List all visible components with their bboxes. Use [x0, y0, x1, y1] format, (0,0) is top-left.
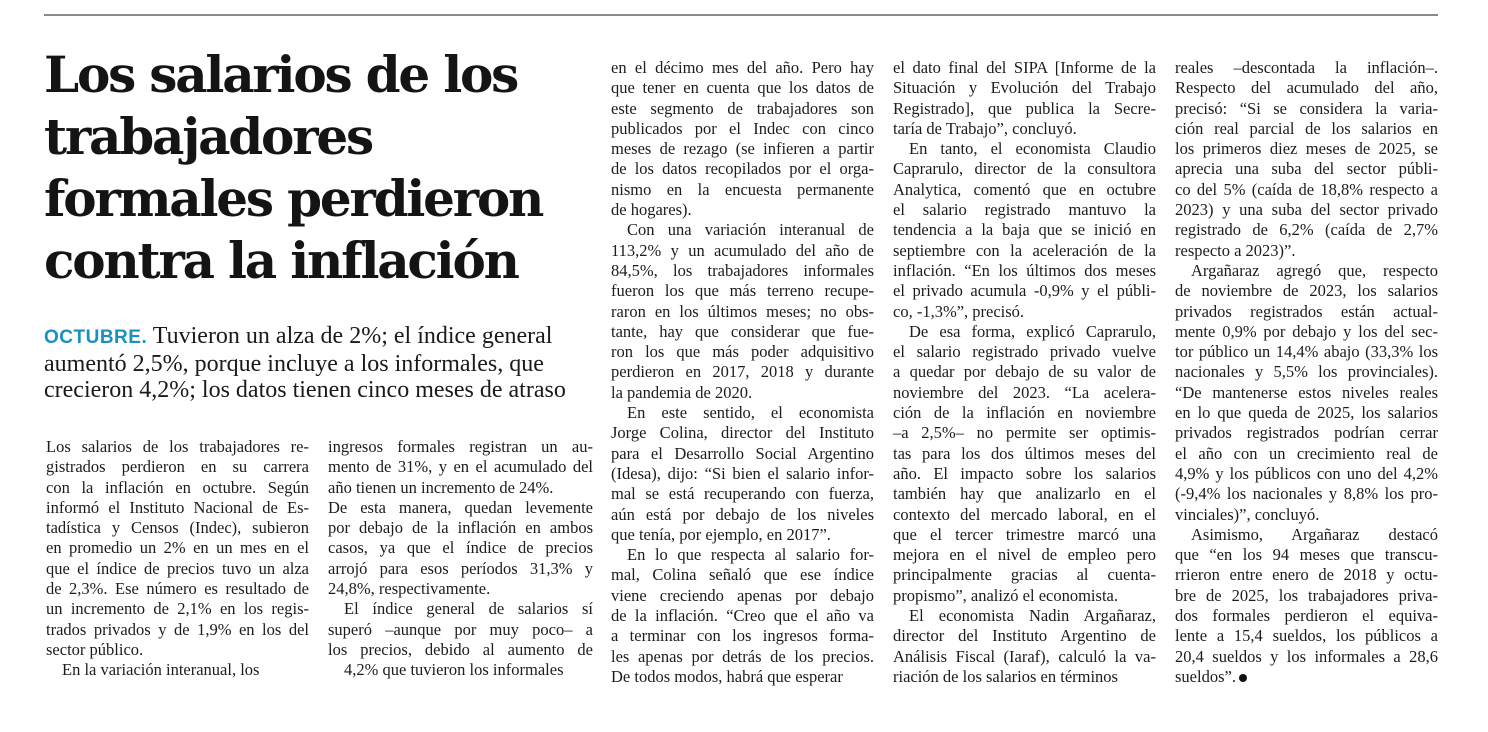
article-line: privados registrados podrían cerrar [1175, 423, 1438, 443]
article-column-4 [893, 58, 1156, 687]
article-column-1 [46, 437, 309, 681]
article-line: “De mantenerse estos niveles reales [1175, 382, 1438, 402]
article-line: nismo en la encuesta permanente [611, 179, 874, 199]
article-line: precisó: “Si se considera la varia- [1175, 98, 1438, 118]
article-line: taría de Trabajo”, concluyó. [893, 118, 1077, 138]
end-of-article-mark [1239, 674, 1247, 682]
top-rule [44, 14, 1438, 16]
article-line: De esta manera, quedan levemente [328, 497, 593, 517]
article-line: registrado de 6,2% (caída de 2,7% [1175, 220, 1438, 240]
article-line: el salario registrado mantuvo la [893, 200, 1156, 220]
article-line: mente 0,9% por debajo y los del sec- [1175, 321, 1438, 341]
article-line: de 2,3%. Ese número es resultado de [46, 579, 309, 599]
article-line: mal, Colina señaló que ese índice [611, 565, 874, 585]
article-line: De esa forma, explicó Caprarulo, [909, 321, 1156, 341]
article-line: a quedar por debajo de su valor de [893, 362, 1156, 382]
article-line: 4,9% y los públicos con uno del 4,2% [1175, 463, 1438, 483]
article-line: a terminar con los ingresos forma- [611, 626, 874, 646]
article-line: también hay que analizarlo en el [893, 484, 1156, 504]
article-line: noviembre del 2023. “La acelera- [893, 382, 1156, 402]
article-line: 24,8%, respectivamente. [328, 579, 491, 599]
article-line: co del 5% (caída de 18,8% respecto a [1175, 179, 1438, 199]
article-line: mal se está recuperando con fuerza, [611, 484, 874, 504]
headline-line: Los salarios de los [44, 45, 518, 104]
article-line: 84,5%, los trabajadores informales [611, 260, 874, 280]
article-line: De todos modos, habrá que esperar [611, 666, 843, 686]
article-line: dos formales perdieron el equiva- [1175, 606, 1438, 626]
article-line: 113,2% y un acumulado del año de [611, 240, 874, 260]
article-line: la pandemia de 2020. [611, 382, 753, 402]
article-line: tendencia a la baja que se inició en [893, 220, 1156, 240]
kicker-label: OCTUBRE. [44, 327, 148, 348]
article-line: sector público. [46, 639, 144, 659]
article-line: año. El impacto sobre los salarios [893, 463, 1156, 483]
article-line: Argañaraz agregó que, respecto [1191, 260, 1438, 280]
article-line: gistrados perdieron en su carrera [46, 457, 309, 477]
article-line: En tanto, el economista Claudio [909, 139, 1156, 159]
article-line: viene creciendo apenas por debajo [611, 585, 874, 605]
article-line: septiembre con la aceleración de la [893, 240, 1156, 260]
article-line: publicados por el Indec con cinco [611, 118, 874, 138]
article-line: rrieron entre enero de 2018 y octu- [1175, 565, 1438, 585]
article-line: Caprarulo, director de la consultora [893, 159, 1156, 179]
article-line: aún está por debajo de los niveles [611, 504, 874, 524]
article-line: El economista Nadin Argañaraz, [909, 606, 1156, 626]
article-line: tante, hay que considerar que fue- [611, 321, 874, 341]
article-line: nacionales y 5,5% los provinciales). [1175, 362, 1438, 382]
article-line: co, -1,3%”, precisó. [893, 301, 1025, 321]
article-line: de la inflación. “Creo que el año va [611, 606, 874, 626]
article-line: que el índice de precios tuvo un alza [46, 558, 309, 578]
article-line: En este sentido, el economista [627, 403, 874, 423]
article-line: el año con un crecimiento real de [1175, 443, 1438, 463]
article-line: sueldos”. [1175, 667, 1438, 687]
article-line: Analytica, comentó que en octubre [893, 179, 1156, 199]
article-line: el salario registrado privado vuelve [893, 342, 1156, 362]
article-line: arrojó para esos períodos 31,3% y [328, 558, 593, 578]
article-line: en lo que queda de 2025, los salarios [1175, 403, 1438, 423]
article-column-2 [328, 437, 593, 681]
article-line: en el décimo mes del año. Pero hay [611, 58, 874, 77]
article-line: el dato final del SIPA [Informe de la [893, 58, 1156, 77]
article-line: El índice general de salarios sí [344, 599, 593, 619]
article-line: este segmento de trabajadores son [611, 98, 874, 118]
article-line: por debajo de la inflación en ambos [328, 518, 593, 538]
article-line: casos, ya que el índice de precios [328, 538, 593, 558]
article-line: 2023) y una suba del sector privado [1175, 200, 1438, 220]
article-line: que tener en cuenta que los datos de [611, 78, 874, 98]
article-line: ción de la inflación en noviembre [893, 403, 1156, 423]
article-line: ron los que más poder adquisitivo [611, 342, 874, 362]
article-line: que tenía, por ejemplo, en 2017”. [611, 524, 831, 544]
article-line: en promedio un 2% en un mes en el [46, 538, 309, 558]
subheadline-line: crecieron 4,2%; los datos tienen cinco meses de atraso [44, 377, 566, 403]
article-line: el privado acumula -0,9% y el públi- [893, 281, 1156, 301]
article-line: Análisis Fiscal (Iaraf), calculó la va- [893, 646, 1156, 666]
subheadline-line [44, 323, 604, 351]
article-line: tor público un 14,4% abajo (33,3% los [1175, 342, 1438, 362]
article-line: mento de 31%, y en el acumulado del [328, 457, 593, 477]
article-line: de los datos recopilados por el orga- [611, 159, 874, 179]
article-line: tadística y Censos (Indec), subieron [46, 518, 309, 538]
article-line: mejora en el nivel de empleo pero [893, 545, 1156, 565]
article-line: ingresos formales registran un au- [328, 437, 593, 456]
article-line: En la variación interanual, los [62, 660, 260, 680]
article-line: que el tercer trimestre marcó una [893, 524, 1156, 544]
article-line: reales –descontada la inflación–. [1175, 58, 1438, 77]
article-line: vinciales)”, concluyó. [1175, 504, 1320, 524]
article-line: –a 2,5%– no permite ser optimis- [893, 423, 1156, 443]
article-line: En lo que respecta al salario for- [627, 545, 874, 565]
article-line: 4,2% que tuvieron los informales [344, 660, 564, 680]
article-line: inflación. “En los últimos dos meses [893, 260, 1156, 280]
article-line: (Idesa), dijo: “Si bien el salario infor- [611, 463, 874, 483]
article-line: ción real parcial de los salarios en [1175, 118, 1438, 138]
article-line: contexto del mercado laboral, en el [893, 504, 1156, 524]
article-line: con la inflación en octubre. Según [46, 477, 309, 497]
article-line: de hogares). [611, 200, 692, 220]
article-line: raron en los últimos meses; no obs- [611, 301, 874, 321]
article-line: Jorge Colina, director del Instituto [611, 423, 874, 443]
article-line: Los salarios de los trabajadores re- [46, 437, 309, 456]
article-line: 20,4 sueldos y los informales a 28,6 [1175, 646, 1438, 666]
headline-line: formales perdieron [44, 169, 543, 228]
article-line: para el Desarrollo Social Argentino [611, 443, 874, 463]
article-line: un incremento de 2,1% en los regis- [46, 599, 309, 619]
subheadline [44, 323, 604, 403]
article-line: bre de 2025, los trabajadores priva- [1175, 585, 1438, 605]
article-line: perdieron en 2017, 2018 y durante [611, 362, 874, 382]
article-line: fueron los que más terreno recupe- [611, 281, 874, 301]
article-line: propismo”, analizó el economista. [893, 585, 1118, 605]
headline-line: contra la inflación [44, 231, 518, 290]
headline-line: trabajadores [44, 107, 372, 166]
article-line: lente a 15,4 sueldos, los públicos a [1175, 626, 1438, 646]
article-line: director del Instituto Argentino de [893, 626, 1156, 646]
article-line: privados registrados están actual- [1175, 301, 1438, 321]
article-column-3 [611, 58, 874, 687]
headline [44, 44, 604, 292]
article-line: trados privados y de 1,9% en los del [46, 619, 309, 639]
article-column-5 [1175, 58, 1438, 687]
subheadline-line: aumentó 2,5%, porque incluye a los informales, que [44, 351, 544, 377]
article-line: informó el Instituto Nacional de Es- [46, 497, 309, 517]
article-line: les apenas por detrás de los precios. [611, 646, 874, 666]
subheadline-text: Tuvieron un alza de 2%; el índice general [147, 323, 553, 349]
article-line: (-9,4% los nacionales y 8,8% los pro- [1175, 484, 1438, 504]
article-line: Respecto del acumulado del año, [1175, 78, 1438, 98]
article-line: Con una variación interanual de [627, 220, 874, 240]
article-line: Registrado], que publica la Secre- [893, 98, 1156, 118]
article-line: riación de los salarios en términos [893, 666, 1118, 686]
article-line: superó –aunque por muy poco– a [328, 619, 593, 639]
article-line: de noviembre de 2023, los salarios [1175, 281, 1438, 301]
article-line: que “en los 94 meses que transcu- [1175, 545, 1438, 565]
article-line: Asimismo, Argañaraz destacó [1191, 524, 1438, 544]
article-line: los primeros diez meses de 2025, se [1175, 139, 1438, 159]
article-line: principalmente gracias al cuenta- [893, 565, 1156, 585]
article-line: respecto a 2023)”. [1175, 240, 1296, 260]
article-line: Situación y Evolución del Trabajo [893, 78, 1156, 98]
article-line: tas para los dos últimos meses del [893, 443, 1156, 463]
article-line: aprecia una suba del sector públi- [1175, 159, 1438, 179]
article-line: los precios, debido al aumento de [328, 639, 593, 659]
article-line: año tienen un incremento de 24%. [328, 477, 554, 497]
article-line: meses de rezago (se infieren a partir [611, 139, 874, 159]
